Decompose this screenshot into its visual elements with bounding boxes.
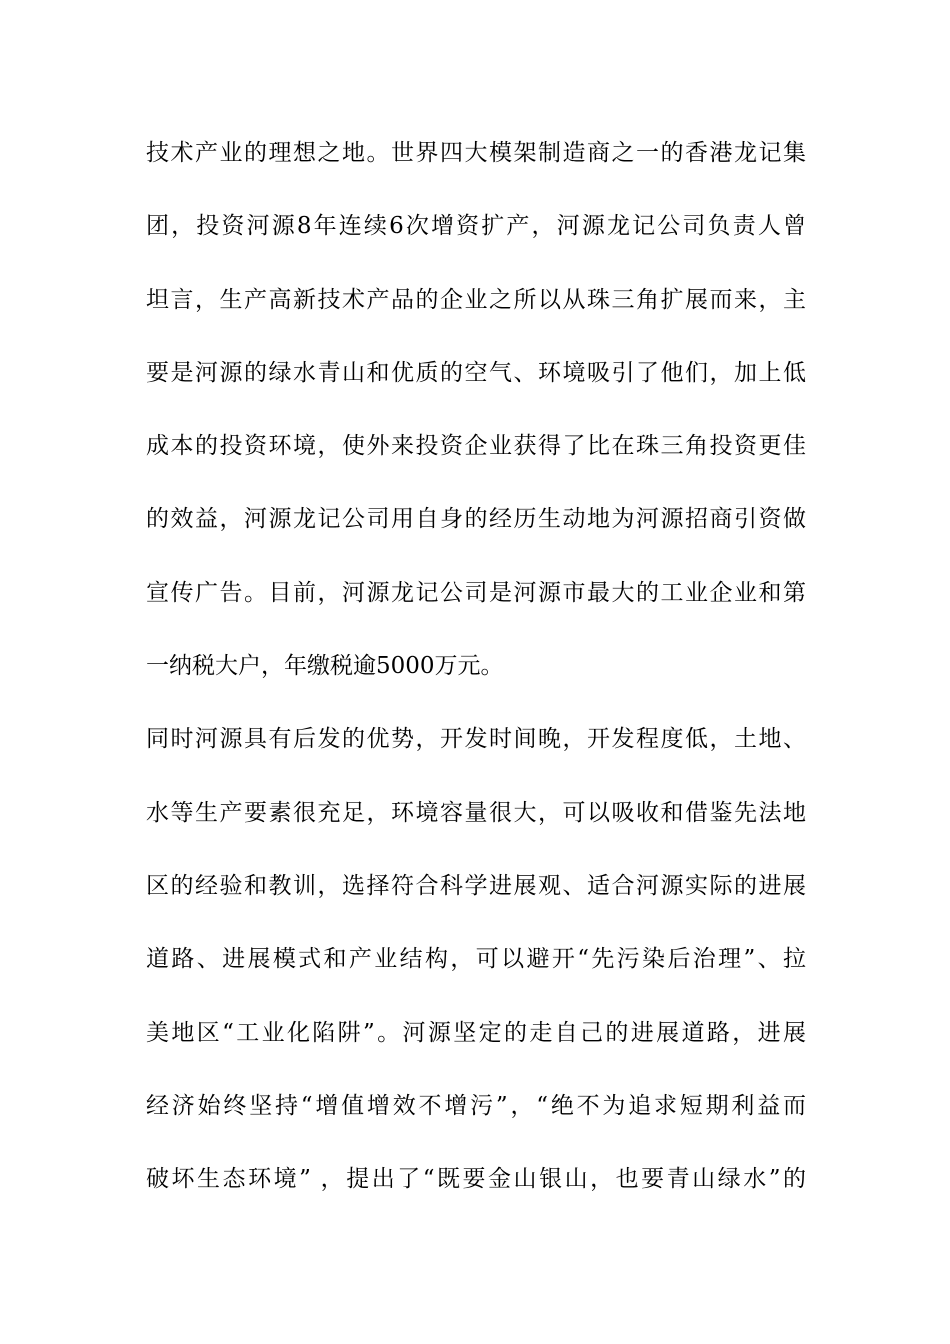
body-text [146, 130, 806, 1229]
text-line: 水等生产要素很充足，环境容量很大，可以吸收和借鉴先法地 [146, 799, 806, 826]
text-line: 宣传广告。目前，河源龙记公司是河源市最大的工业企业和第 [146, 579, 806, 606]
paragraph-end-line: 一纳税大户，年缴税逾5000万元。 [146, 653, 504, 680]
text-line: 经济始终坚持“增值增效不增污”，“绝不为追求短期利益而 [146, 1092, 806, 1119]
text-line: 坦言，生产高新技术产品的企业之所以从珠三角扩展而来，主 [146, 286, 806, 313]
text-line: 破坏生态环境” ，提出了“既要金山银山，也要青山绿水”的 [146, 1166, 806, 1193]
text-line: 区的经验和教训，选择符合科学进展观、适合河源实际的进展 [146, 872, 806, 899]
text-line: 团，投资河源8年连续6次增资扩产，河源龙记公司负责人曾 [146, 213, 806, 240]
text-line: 美地区“工业化陷阱”。河源坚定的走自己的进展道路，进展 [146, 1019, 806, 1046]
text-line: 技术产业的理想之地。世界四大模架制造商之一的香港龙记集 [146, 140, 806, 166]
text-line: 道路、进展模式和产业结构，可以避开“先污染后治理”、拉 [146, 946, 806, 973]
text-line: 要是河源的绿水青山和优质的空气、环境吸引了他们，加上低 [146, 359, 806, 386]
text-line: 的效益，河源龙记公司用自身的经历生动地为河源招商引资做 [146, 506, 806, 533]
text-line: 成本的投资环境，使外来投资企业获得了比在珠三角投资更佳 [146, 433, 806, 460]
text-line: 同时河源具有后发的优势，开发时间晚，开发程度低，土地、 [146, 726, 806, 753]
